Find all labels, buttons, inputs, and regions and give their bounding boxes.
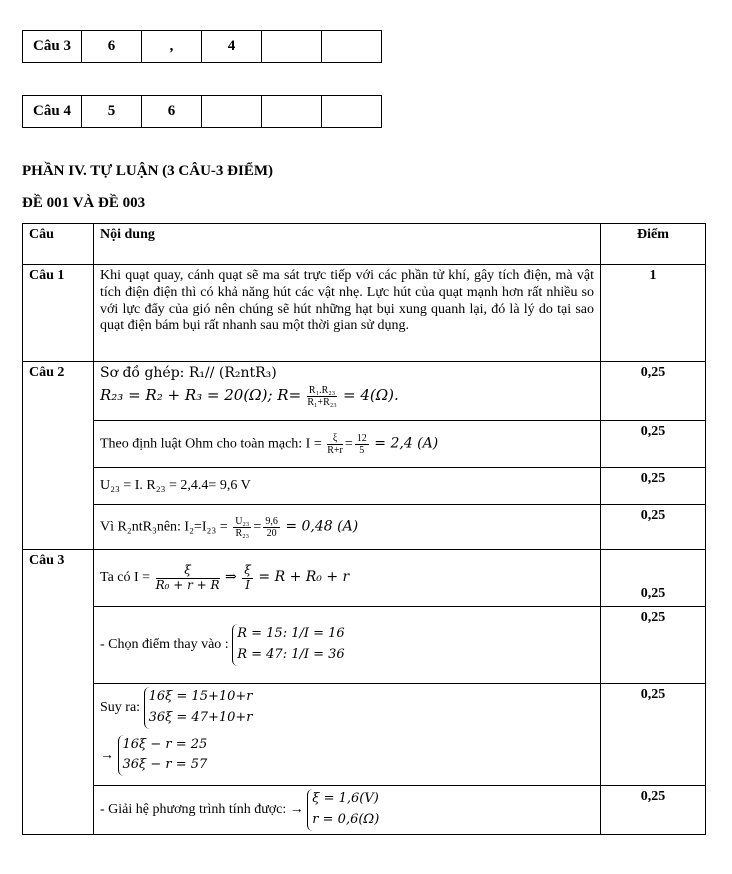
fraction-den: R₂₃: [235, 527, 250, 539]
formula-text: Vì R₂ntR₃nên: I₂=I₂₃ =: [100, 519, 228, 535]
fraction-den: 20: [266, 527, 277, 539]
fraction-num: U₂₃: [235, 515, 250, 527]
score: 0,25: [601, 505, 706, 550]
fraction-num: ξ: [244, 563, 251, 578]
formula-text: = 0,48 (A): [285, 518, 359, 535]
header-cau: Câu: [23, 224, 94, 265]
answer-label: Câu 3: [23, 31, 82, 63]
equation-line: R = 47: 1/I = 36: [237, 647, 345, 662]
equation-line: 36ξ = 47+10+r: [148, 709, 253, 725]
answer-cell: 5: [82, 96, 142, 128]
table-row-q3-1: [23, 550, 706, 607]
answer-cell: [262, 96, 322, 128]
table-row-q2-1: [23, 362, 706, 421]
fraction: [242, 564, 253, 591]
fraction: [156, 564, 220, 591]
formula-text: Ta có I =: [100, 570, 151, 586]
table-row-q3-4: [23, 786, 706, 835]
fraction: [233, 516, 251, 539]
fraction-den: R+r: [327, 444, 343, 456]
table-row-q2-3: [23, 468, 706, 505]
fraction-num: 9,6: [265, 515, 278, 527]
answer-cell: [262, 31, 322, 63]
fraction-den: 5: [359, 444, 365, 456]
formula-text: =: [253, 519, 262, 535]
table-header-row: [23, 224, 706, 265]
fraction-num: ξ: [156, 564, 220, 578]
score: 0,25: [601, 362, 706, 421]
fraction-num: 12: [356, 432, 367, 444]
fraction: [263, 516, 280, 539]
section-title: PHẦN IV. TỰ LUẬN (3 CÂU-3 ĐIỂM): [22, 163, 273, 179]
table-row-q1: [23, 265, 706, 362]
fraction: [355, 433, 369, 456]
fraction-den: R₁+R₂₃: [307, 396, 337, 408]
equation-system: [232, 624, 345, 666]
fraction-den: R₀ + r + R: [155, 577, 220, 592]
question-content: [94, 505, 601, 550]
question-content: [94, 362, 601, 421]
formula-text: = 2,4 (A): [374, 435, 439, 452]
score: 0,25: [601, 550, 706, 607]
formula-text: = R + R₀ + r: [258, 569, 350, 586]
table-row-q3-2: [23, 607, 706, 684]
answer-row-cau-3: [22, 30, 382, 63]
answer-cell: [322, 96, 382, 128]
formula-text: - Giải hệ phương trình tính được: →: [100, 802, 304, 818]
equation-line: ξ = 1,6(V): [312, 791, 379, 807]
formula-line: [100, 385, 594, 408]
score: 0,25: [601, 607, 706, 684]
formula-text: - Chọn điểm thay vào :: [100, 637, 229, 653]
formula-text: Theo định luật Ohm cho toàn mạch: I =: [100, 436, 322, 452]
question-content: [94, 550, 601, 607]
fraction-num: ξ: [327, 433, 343, 445]
score: 0,25: [601, 421, 706, 468]
equation-line: 36ξ − r = 57: [122, 757, 208, 773]
equation-line: r = 0,6(Ω): [312, 812, 380, 827]
formula-line: Sơ đồ ghép: R₁// (R₂ntR₃): [100, 365, 277, 381]
question-content: [94, 421, 601, 468]
answer-table: [22, 223, 706, 835]
equation-system: [118, 735, 208, 777]
question-content: [94, 607, 601, 684]
equation-system: [144, 687, 253, 729]
formula-text: ⇒: [225, 570, 237, 586]
question-label: Câu 1: [23, 265, 94, 362]
question-label: Câu 2: [23, 362, 94, 550]
equation-line: R = 15: 1/I = 16: [237, 626, 345, 642]
question-label: Câu 3: [23, 550, 94, 835]
answer-cell: ,: [142, 31, 202, 63]
table-row-q2-4: [23, 505, 706, 550]
formula-text: =: [344, 436, 353, 452]
formula-text: R₂₃ = R₂ + R₃ = 20(Ω); R=: [100, 385, 302, 404]
equation-line: 16ξ − r = 25: [122, 736, 208, 752]
answer-cell: [202, 96, 262, 128]
formula-line: [100, 735, 594, 777]
fraction-num: R₁.R₂₃: [308, 384, 336, 396]
question-content: Khi quạt quay, cánh quạt sẽ ma sát trực tiếp với các phần tử khí, gây tích điện, mà vật tích điện điện thì có khả năng hút các vật nhẹ. Lực hút của quạt mạnh hơn rất nhiều so với lực đẩy của gió nên chúng sẽ hút những hạt bụi xung quanh lại, đó là lý do tại sao quạt điện bám bụi rất nhanh sau một thời gian sử dụng.: [94, 265, 601, 362]
equation-line: 16ξ = 15+10+r: [148, 689, 253, 704]
header-noi-dung: Nội dung: [94, 224, 601, 265]
question-content: [94, 684, 601, 786]
table-row-q2-2: [23, 421, 706, 468]
answer-label: Câu 4: [23, 96, 82, 128]
score: 0,25: [601, 684, 706, 786]
question-content: U₂₃ = I. R₂₃ = 2,4.4= 9,6 V: [94, 468, 601, 505]
answer-row-cau-4: [22, 95, 382, 128]
answer-cell: 6: [142, 96, 202, 128]
fraction: [307, 385, 337, 408]
formula-line: [100, 687, 594, 729]
question-content: [94, 786, 601, 835]
formula-text: Suy ra:: [100, 700, 141, 716]
score: 1: [601, 265, 706, 362]
header-diem: Điểm: [601, 224, 706, 265]
fraction-den: I: [245, 577, 250, 592]
score: 0,25: [601, 786, 706, 835]
fraction: [327, 433, 343, 456]
equation-system: [307, 789, 379, 831]
score: 0,25: [601, 468, 706, 505]
arrow-symbol: →: [100, 747, 114, 763]
answer-cell: [322, 31, 382, 63]
answer-cell: 6: [82, 31, 142, 63]
answer-cell: 4: [202, 31, 262, 63]
table-row-q3-3: [23, 684, 706, 786]
exam-code: ĐỀ 001 VÀ ĐỀ 003: [22, 195, 146, 211]
formula-text: = 4(Ω).: [342, 385, 399, 404]
